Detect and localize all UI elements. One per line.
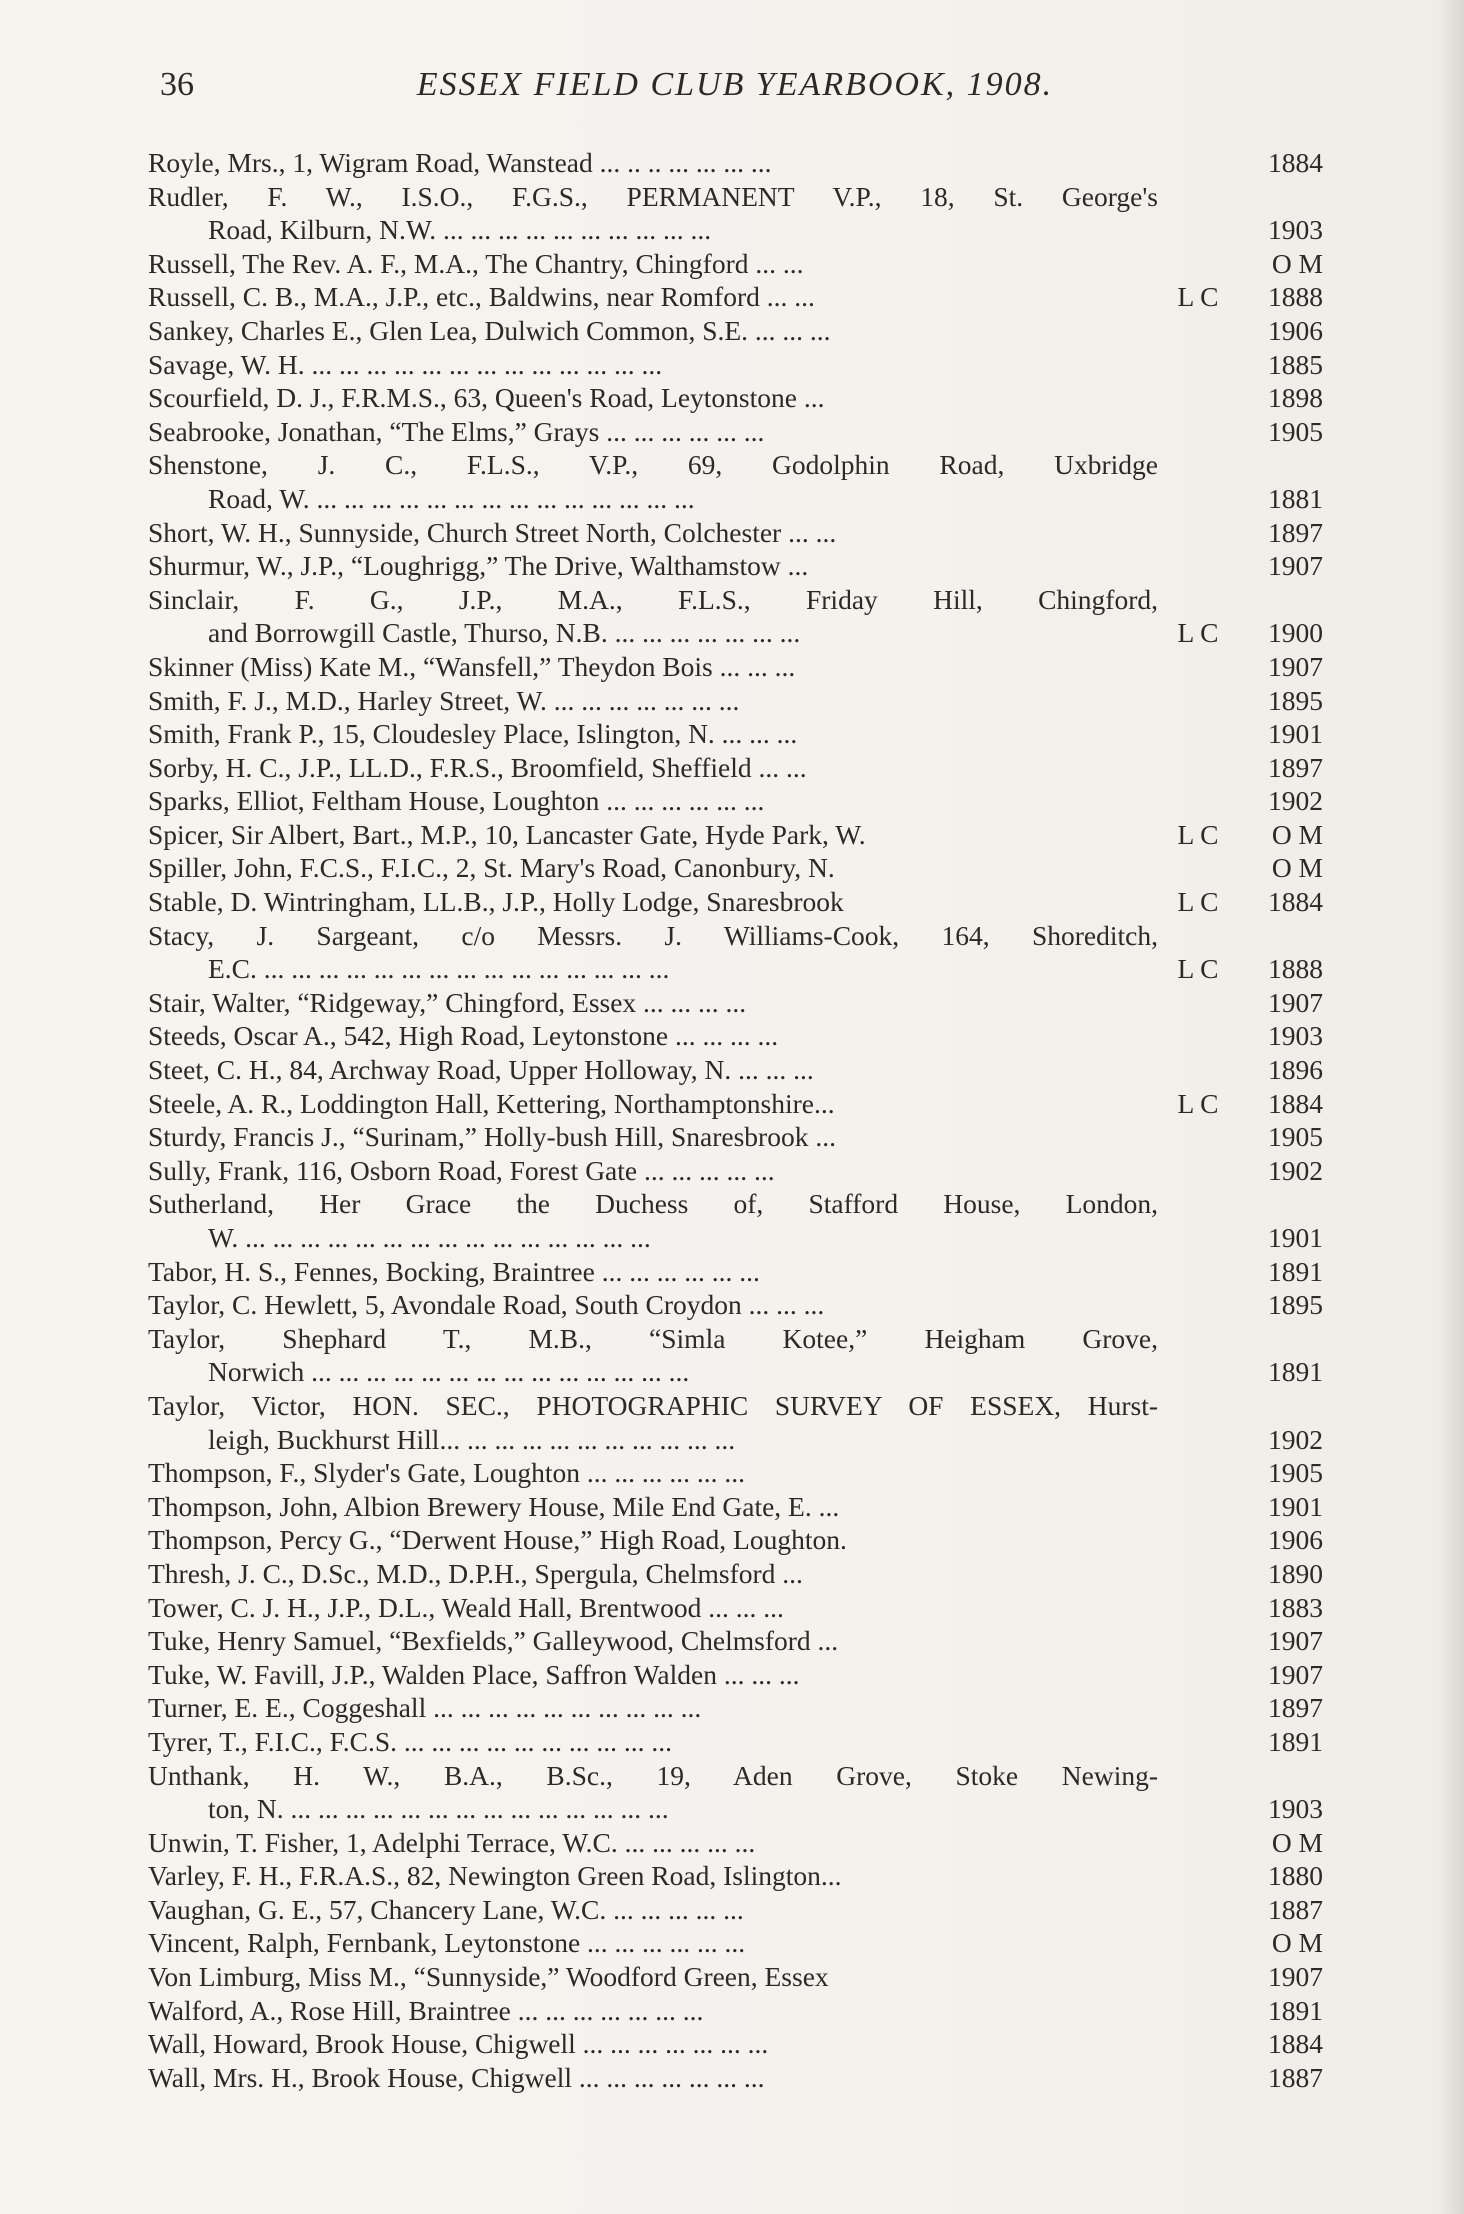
member-entry (148, 280, 1323, 314)
member-entry-line: Stacy, J. Sargeant, c/o Messrs. J. Williams-Cook, 164, Shoreditch, (148, 919, 1158, 951)
member-entry-line: Sturdy, Francis J., “Surinam,” Holly-bush Hill, Snaresbrook ... (148, 1121, 836, 1153)
election-year: 1907 (1268, 1658, 1323, 1690)
member-entry-text (148, 247, 1158, 281)
member-entry-line: Sully, Frank, 116, Osborn Road, Forest Gate ... ... ... ... ... (148, 1154, 775, 1186)
member-entry-line: Tuke, Henry Samuel, “Bexfields,” Galleywood, Chelmsford ... (148, 1625, 839, 1657)
election-year: 1907 (1268, 550, 1323, 582)
member-entry (148, 851, 1323, 885)
election-year: 1896 (1268, 1054, 1323, 1086)
member-entry-line: Turner, E. E., Coggeshall ... ... ... ... ... ... ... ... ... ... (148, 1692, 702, 1724)
page-edge-shadow (1438, 0, 1464, 2214)
member-entry-text (148, 2061, 1158, 2095)
election-year: 1901 (1268, 1222, 1323, 1253)
member-entry-text (148, 1926, 1158, 1960)
member-entry (148, 314, 1323, 348)
member-entry (148, 1994, 1323, 2028)
member-entry (148, 1288, 1323, 1322)
member-entry-line: Savage, W. H. ... ... ... ... ... ... ... ... ... ... ... ... ... (148, 348, 663, 380)
member-entry (148, 1120, 1323, 1154)
election-year: 1885 (1268, 348, 1323, 380)
member-entry-line: Taylor, Victor, HON. SEC., PHOTOGRAPHIC SURVEY OF ESSEX, Hurst- (148, 1389, 1158, 1421)
election-year: 1903 (1268, 1793, 1323, 1825)
election-year: 1895 (1268, 684, 1323, 716)
member-entry-line: Thompson, John, Albion Brewery House, Mile End Gate, E. ... (148, 1490, 840, 1522)
life-member-mark: L C (1177, 1087, 1219, 1119)
member-entry (148, 650, 1323, 684)
election-year: 1906 (1268, 314, 1323, 346)
member-entry-line: Spicer, Sir Albert, Bart., M.P., 10, Lancaster Gate, Hyde Park, W. (148, 818, 866, 850)
election-year: 1887 (1268, 2061, 1323, 2093)
member-entry (148, 1826, 1323, 1860)
election-year: 1887 (1268, 1893, 1323, 1925)
member-entry-line: Scourfield, D. J., F.R.M.S., 63, Queen's Road, Leytonstone ... (148, 382, 825, 414)
member-entry (148, 1859, 1323, 1893)
member-entry (148, 2061, 1323, 2095)
member-entry-line: Thresh, J. C., D.Sc., M.D., D.P.H., Spergula, Chelmsford ... (148, 1557, 803, 1589)
member-entry-text (148, 851, 1158, 885)
member-entry-line: Unthank, H. W., B.A., B.Sc., 19, Aden Grove, Stoke Newing- (148, 1759, 1158, 1791)
member-entry (148, 784, 1323, 818)
member-entry-text (148, 280, 1158, 314)
member-entry-text (148, 1994, 1158, 2028)
life-member-mark: L C (1177, 886, 1219, 918)
member-entry-line: Smith, F. J., M.D., Harley Street, W. ... ... ... ... ... ... ... (148, 684, 740, 716)
member-entry (148, 751, 1323, 785)
election-year: 1880 (1268, 1860, 1323, 1892)
election-year: 1900 (1268, 617, 1323, 649)
member-entry-line: Unwin, T. Fisher, 1, Adelphi Terrace, W.C. ... ... ... ... ... (148, 1826, 756, 1858)
election-year: 1883 (1268, 1591, 1323, 1623)
member-entry-line: Tabor, H. S., Fennes, Bocking, Braintree ... ... ... ... ... ... (148, 1255, 760, 1287)
member-entry-line: Smith, Frank P., 15, Cloudesley Place, Islington, N. ... ... ... (148, 718, 798, 750)
member-entry (148, 1691, 1323, 1725)
page-number: 36 (160, 66, 194, 103)
member-entry-line: Taylor, Shephard T., M.B., “Simla Kotee,” Heigham Grove, (148, 1322, 1158, 1354)
member-entry-text (148, 1658, 1158, 1692)
member-entry-line: Thompson, Percy G., “Derwent House,” High Road, Loughton. (148, 1524, 847, 1556)
member-entry-text (148, 1187, 1158, 1254)
life-member-mark: L C (1177, 617, 1219, 649)
election-year: 1890 (1268, 1557, 1323, 1589)
member-entry-line: Tyrer, T., F.I.C., F.C.S. ... ... ... ... ... ... ... ... ... ... (148, 1725, 673, 1757)
member-entry-continuation: and Borrowgill Castle, Thurso, N.B. ... ... ... ... ... ... ... (208, 617, 801, 649)
member-entry-text (148, 986, 1158, 1020)
member-entry-continuation: leigh, Buckhurst Hill... ... ... ... ... ... ... ... ... ... ... (208, 1423, 736, 1455)
member-entry-text (148, 1255, 1158, 1289)
member-entry-text (148, 1456, 1158, 1490)
member-entry-text (148, 1759, 1158, 1826)
member-entry-text (148, 180, 1158, 247)
member-entry-text (148, 314, 1158, 348)
election-year: 1888 (1268, 953, 1323, 985)
member-entry-text (148, 1120, 1158, 1154)
member-entry-text (148, 784, 1158, 818)
election-year: 1895 (1268, 1289, 1323, 1321)
member-entry-text (148, 448, 1158, 515)
member-entry (148, 583, 1323, 650)
member-entry-line: Stair, Walter, “Ridgeway,” Chingford, Essex ... ... ... ... (148, 986, 747, 1018)
member-entry-text (148, 146, 1158, 180)
election-year: 1881 (1268, 482, 1323, 514)
election-year: 1891 (1268, 1725, 1323, 1757)
member-entry-line: Vaughan, G. E., 57, Chancery Lane, W.C. ... ... ... ... ... (148, 1893, 744, 1925)
member-entry (148, 1087, 1323, 1121)
member-entry (148, 180, 1323, 247)
member-entry-text (148, 1893, 1158, 1927)
election-year: 1884 (1268, 2028, 1323, 2060)
member-entry-line: Sorby, H. C., J.P., LL.D., F.R.S., Broomfield, Sheffield ... ... (148, 751, 807, 783)
member-entry-text (148, 415, 1158, 449)
election-year: O M (1271, 1927, 1323, 1959)
member-entry (148, 684, 1323, 718)
member-entry-line: Vincent, Ralph, Fernbank, Leytonstone ... ... ... ... ... ... (148, 1927, 746, 1959)
member-entry (148, 1322, 1323, 1389)
election-year: 1891 (1268, 1255, 1323, 1287)
member-entry (148, 2027, 1323, 2061)
member-entry (148, 146, 1323, 180)
election-year: 1897 (1268, 1692, 1323, 1724)
member-entry-line: Sankey, Charles E., Glen Lea, Dulwich Common, S.E. ... ... ... (148, 314, 831, 346)
member-entry-line: Russell, C. B., M.A., J.P., etc., Baldwins, near Romford ... ... (148, 281, 815, 313)
member-entry-continuation: Road, W. ... ... ... ... ... ... ... ... ... ... ... ... ... ... (208, 482, 695, 514)
member-entry (148, 516, 1323, 550)
election-year: 1907 (1268, 650, 1323, 682)
member-entry (148, 1255, 1323, 1289)
election-year: 1898 (1268, 382, 1323, 414)
member-entry (148, 1926, 1323, 1960)
member-entry-line: Wall, Howard, Brook House, Chigwell ... ... ... ... ... ... ... (148, 2028, 769, 2060)
member-entry-text (148, 583, 1158, 650)
member-entry-text (148, 1490, 1158, 1524)
election-year: 1902 (1268, 785, 1323, 817)
election-year: 1901 (1268, 1490, 1323, 1522)
election-year: 1897 (1268, 516, 1323, 548)
member-entry (148, 1759, 1323, 1826)
election-year: 1897 (1268, 751, 1323, 783)
member-entry-text (148, 1624, 1158, 1658)
election-year: 1884 (1268, 1087, 1323, 1119)
member-entry-text (148, 1557, 1158, 1591)
member-entry (148, 1725, 1323, 1759)
member-entry-line: Sinclair, F. G., J.P., M.A., F.L.S., Friday Hill, Chingford, (148, 583, 1158, 615)
election-year: 1901 (1268, 718, 1323, 750)
member-entry-line: Taylor, C. Hewlett, 5, Avondale Road, South Croydon ... ... ... (148, 1289, 825, 1321)
member-entry (148, 885, 1323, 919)
member-list (148, 146, 1323, 2094)
election-year: 1907 (1268, 1625, 1323, 1657)
member-entry-text (148, 1389, 1158, 1456)
page-header (150, 66, 1320, 116)
member-entry-line: Sparks, Elliot, Feltham House, Loughton ... ... ... ... ... ... (148, 785, 765, 817)
election-year: 1903 (1268, 214, 1323, 246)
member-entry-text (148, 549, 1158, 583)
member-entry (148, 1624, 1323, 1658)
member-entry-text (148, 885, 1158, 919)
member-entry-line: Spiller, John, F.C.S., F.I.C., 2, St. Mary's Road, Canonbury, N. (148, 852, 835, 884)
election-year: 1905 (1268, 1457, 1323, 1489)
election-year: 1905 (1268, 415, 1323, 447)
member-entry-text (148, 1826, 1158, 1860)
member-entry (148, 1658, 1323, 1692)
member-entry-line: Shenstone, J. C., F.L.S., V.P., 69, Godolphin Road, Uxbridge (148, 449, 1158, 481)
election-year: O M (1271, 818, 1323, 850)
member-entry (148, 1893, 1323, 1927)
member-entry-text (148, 1087, 1158, 1121)
election-year: 1902 (1268, 1423, 1323, 1455)
member-entry-line: Tower, C. J. H., J.P., D.L., Weald Hall, Brentwood ... ... ... (148, 1591, 784, 1623)
member-entry-line: Von Limburg, Miss M., “Sunnyside,” Woodford Green, Essex (148, 1961, 829, 1993)
member-entry-text (148, 1322, 1158, 1389)
member-entry-text (148, 1053, 1158, 1087)
member-entry (148, 1154, 1323, 1188)
election-year: 1888 (1268, 281, 1323, 313)
member-entry-text (148, 348, 1158, 382)
member-entry-line: Short, W. H., Sunnyside, Church Street North, Colchester ... ... (148, 516, 837, 548)
member-entry (148, 1490, 1323, 1524)
member-entry-text (148, 1960, 1158, 1994)
member-entry (148, 1019, 1323, 1053)
member-entry (148, 919, 1323, 986)
election-year: 1884 (1268, 147, 1323, 178)
member-entry (148, 818, 1323, 852)
election-year: 1902 (1268, 1154, 1323, 1186)
member-entry-text (148, 1523, 1158, 1557)
member-entry (148, 986, 1323, 1020)
election-year: 1907 (1268, 1961, 1323, 1993)
life-member-mark: L C (1177, 818, 1219, 850)
election-year: 1903 (1268, 1020, 1323, 1052)
election-year: 1891 (1268, 1356, 1323, 1388)
member-entry-text (148, 684, 1158, 718)
member-entry-line: Walford, A., Rose Hill, Braintree ... ... ... ... ... ... ... (148, 1994, 704, 2026)
member-entry (148, 415, 1323, 449)
member-entry-continuation: W. ... ... ... ... ... ... ... ... ... ... ... ... ... ... ... (208, 1222, 651, 1253)
member-entry-text (148, 1725, 1158, 1759)
member-entry (148, 1591, 1323, 1625)
life-member-mark: L C (1177, 281, 1219, 313)
member-entry (148, 448, 1323, 515)
member-entry-text (148, 2027, 1158, 2061)
member-entry-text (148, 818, 1158, 852)
running-title: ESSEX FIELD CLUB YEARBOOK, 1908. (416, 66, 1054, 103)
member-entry-line: Rudler, F. W., I.S.O., F.G.S., PERMANENT V.P., 18, St. George's (148, 180, 1158, 212)
member-entry-text (148, 751, 1158, 785)
member-entry-line: Varley, F. H., F.R.A.S., 82, Newington Green Road, Islington... (148, 1860, 842, 1892)
member-entry-continuation: Norwich ... ... ... ... ... ... ... ... ... ... ... ... ... ... (208, 1356, 690, 1388)
member-entry-line: Steet, C. H., 84, Archway Road, Upper Holloway, N. ... ... ... (148, 1054, 814, 1086)
member-entry-line: Sutherland, Her Grace the Duchess of, Stafford House, London, (148, 1188, 1158, 1220)
election-year: O M (1271, 852, 1323, 884)
member-entry (148, 1523, 1323, 1557)
member-entry-text (148, 516, 1158, 550)
member-entry-text (148, 1019, 1158, 1053)
member-entry (148, 549, 1323, 583)
member-entry (148, 381, 1323, 415)
member-entry-line: Royle, Mrs., 1, Wigram Road, Wanstead ... .. .. ... ... ... ... (148, 147, 772, 178)
member-entry-line: Steeds, Oscar A., 542, High Road, Leytonstone ... ... ... ... (148, 1020, 779, 1052)
member-entry-continuation: Road, Kilburn, N.W. ... ... ... ... ... ... ... ... ... ... (208, 214, 712, 246)
election-year: 1906 (1268, 1524, 1323, 1556)
member-entry-text (148, 1154, 1158, 1188)
member-entry-text (148, 1591, 1158, 1625)
member-entry (148, 1187, 1323, 1254)
member-entry (148, 247, 1323, 281)
member-entry-text (148, 650, 1158, 684)
member-entry-text (148, 717, 1158, 751)
election-year: 1891 (1268, 1994, 1323, 2026)
member-entry (148, 717, 1323, 751)
member-entry-continuation: ton, N. ... ... ... ... ... ... ... ... ... ... ... ... ... ... (208, 1793, 669, 1825)
member-entry-line: Russell, The Rev. A. F., M.A., The Chantry, Chingford ... ... (148, 247, 804, 279)
member-entry-line: Skinner (Miss) Kate M., “Wansfell,” Theydon Bois ... ... ... (148, 650, 796, 682)
member-entry-text (148, 1288, 1158, 1322)
member-entry-line: Thompson, F., Slyder's Gate, Loughton ... ... ... ... ... ... (148, 1457, 746, 1489)
member-entry-text (148, 1859, 1158, 1893)
member-entry (148, 1389, 1323, 1456)
member-entry (148, 1053, 1323, 1087)
election-year: 1884 (1268, 886, 1323, 918)
election-year: O M (1271, 247, 1323, 279)
member-entry-text (148, 1691, 1158, 1725)
member-entry-line: Tuke, W. Favill, J.P., Walden Place, Saffron Walden ... ... ... (148, 1658, 800, 1690)
member-entry-continuation: E.C. ... ... ... ... ... ... ... ... ... ... ... ... ... ... ... (208, 953, 670, 985)
election-year: 1907 (1268, 986, 1323, 1018)
member-entry (148, 1960, 1323, 1994)
member-entry-line: Stable, D. Wintringham, LL.B., J.P., Holly Lodge, Snaresbrook (148, 886, 844, 918)
election-year: 1905 (1268, 1121, 1323, 1153)
member-entry-text (148, 919, 1158, 986)
member-entry-line: Steele, A. R., Loddington Hall, Kettering, Northamptonshire... (148, 1087, 835, 1119)
member-entry (148, 348, 1323, 382)
member-entry-line: Shurmur, W., J.P., “Loughrigg,” The Drive, Walthamstow ... (148, 550, 809, 582)
member-entry-line: Wall, Mrs. H., Brook House, Chigwell ... ... ... ... ... ... ... (148, 2061, 765, 2093)
election-year: O M (1271, 1826, 1323, 1858)
member-entry (148, 1456, 1323, 1490)
member-entry-text (148, 381, 1158, 415)
member-entry (148, 1557, 1323, 1591)
life-member-mark: L C (1177, 953, 1219, 985)
member-entry-line: Seabrooke, Jonathan, “The Elms,” Grays ... ... ... ... ... ... (148, 415, 765, 447)
